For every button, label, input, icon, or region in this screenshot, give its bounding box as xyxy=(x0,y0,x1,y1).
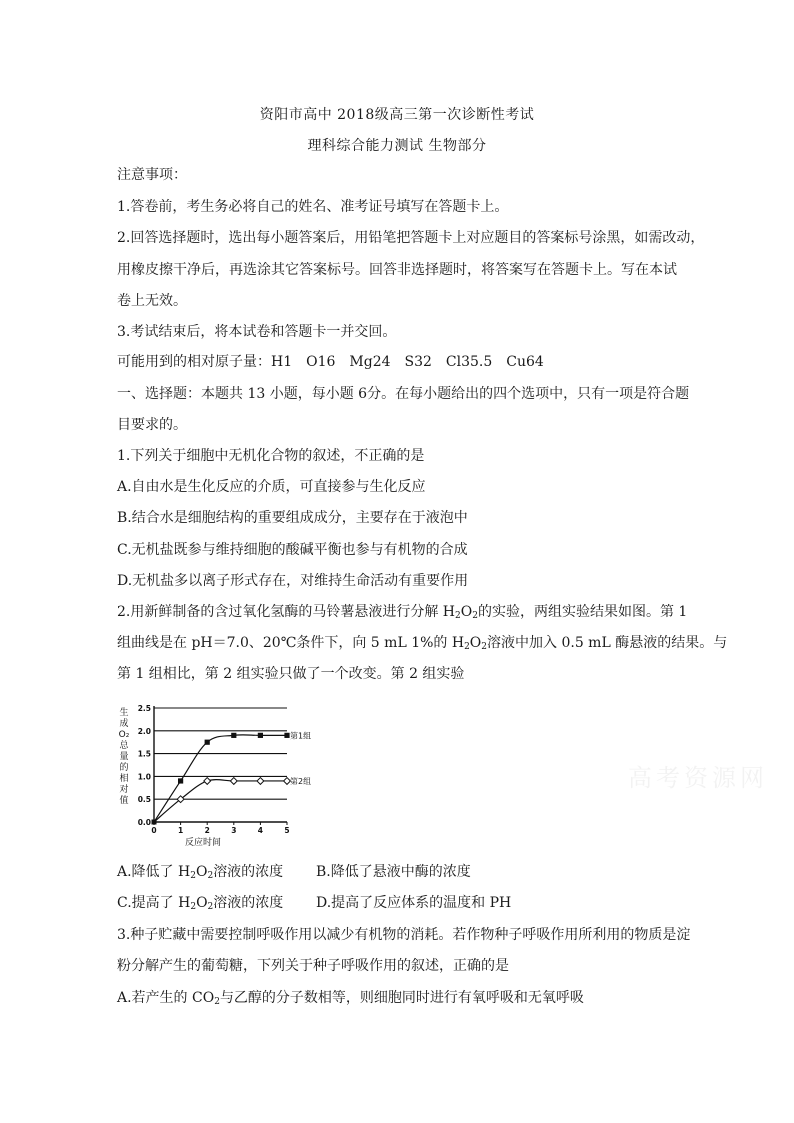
section-heading-line-2: 目要求的。 xyxy=(117,417,187,433)
q2-stem-line-3: 第 1 组相比，第 2 组实验只做了一个改变。第 2 组实验 xyxy=(117,666,465,682)
x-tick-label: 3 xyxy=(231,826,237,835)
note-1: 1.答卷前，考生务必将自己的姓名、准考证号填写在答题卡上。 xyxy=(117,199,509,215)
y-tick-label: 2.5 xyxy=(137,704,151,713)
x-tick-label: 1 xyxy=(177,826,184,835)
y-tick-label: 0.5 xyxy=(137,795,151,805)
series-label: 第2组 xyxy=(290,776,312,786)
q1-option-c: C.无机盐既参与维持细胞的酸碱平衡也参与有机物的合成 xyxy=(117,542,468,558)
y-tick-label: 0.0 xyxy=(137,818,151,827)
q1-option-d: D.无机盐多以离子形式存在，对维持生命活动有重要作用 xyxy=(117,573,469,589)
note-2-line-1: 2.回答选择题时，选出每小题答案后，用铅笔把答题卡上对应题目的答案标号涂黑，如需改动， xyxy=(117,230,705,246)
y-tick-label: 1.5 xyxy=(137,749,151,759)
q2-stem-line-1: 2.用新鲜制备的含过氧化氢酶的马铃薯悬液进行分解 $H_2O_2$的实验，两组实验结果如图。第 1 xyxy=(117,604,688,621)
data-point-square xyxy=(231,733,236,738)
atomic-masses: 可能用到的相对原子量：H1 O16 Mg24 S32 Cl35.5 Cu64 xyxy=(117,354,544,370)
exam-subtitle: 理科综合能力测试 生物部分 xyxy=(307,138,487,154)
q2-option-d: D.提高了反应体系的温度和 PH xyxy=(316,895,512,911)
x-tick-label: 5 xyxy=(284,826,290,835)
note-2-line-3: 卷上无效。 xyxy=(117,293,187,309)
notes-heading: 注意事项： xyxy=(117,167,187,183)
q3-stem-line-1: 3.种子贮藏中需要控制呼吸作用以减少有机物的消耗。若作物种子呼吸作用所利用的物质是淀 xyxy=(117,927,691,943)
q2-option-b: B.降低了悬液中酶的浓度 xyxy=(316,864,471,880)
data-point-square xyxy=(178,778,183,783)
y-tick-label: 1.0 xyxy=(137,772,151,782)
note-2-line-2: 用橡皮擦干净后，再选涂其它答案标号。回答非选择题时，将答案写在答题卡上。写在本试 xyxy=(117,262,677,278)
oxygen-production-chart xyxy=(112,700,312,855)
data-point-square xyxy=(258,733,263,738)
q2-stem-line-2: 组曲线是在 pH＝7.0、20℃条件下，向 5 mL 1%的 $H_2O_2$溶液中加入 0.5 mL 酶悬液的结果。与 xyxy=(117,635,728,652)
series-line xyxy=(154,735,287,822)
chart-tick-labels xyxy=(138,704,290,835)
data-point-square xyxy=(284,733,289,738)
y-axis-label-char: 成 xyxy=(119,719,129,729)
x-tick-label: 2 xyxy=(204,826,210,835)
q1-option-a: A.自由水是生化反应的介质，可直接参与生化反应 xyxy=(117,479,426,495)
exam-title: 资阳市高中 2018级高三第一次诊断性考试 xyxy=(259,107,535,123)
y-axis-label-char: 值 xyxy=(119,796,129,806)
data-point-diamond xyxy=(257,778,264,785)
y-axis-label-char: O₂ xyxy=(118,730,130,740)
section-heading-line-1: 一、选择题：本题共 13 小题，每小题 6分。在每小题给出的四个选项中，只有一项是符合题 xyxy=(117,386,690,402)
y-axis-label-char: 对 xyxy=(119,785,129,795)
data-point-diamond xyxy=(230,778,237,785)
data-point-diamond xyxy=(204,778,211,785)
y-tick-label: 2.0 xyxy=(137,726,151,736)
q2-option-c: C.提高了 $H_2O_2$溶液的浓度 xyxy=(117,895,284,912)
chart-x-axis-label: 反应时间 xyxy=(184,838,222,848)
chart-axes xyxy=(154,706,287,825)
x-tick-label: 4 xyxy=(257,826,264,835)
series-label: 第1组 xyxy=(290,731,312,741)
data-point-square xyxy=(205,740,210,745)
q3-option-a: A.若产生的 $CO_2$与乙醇的分子数相等，则细胞同时进行有氧呼吸和无氧呼吸 xyxy=(117,990,584,1007)
origin-marker xyxy=(152,820,157,825)
y-axis-label-char: 相 xyxy=(119,774,129,784)
x-tick-label: 0 xyxy=(151,826,157,835)
q1-stem: 1.下列关于细胞中无机化合物的叙述，不正确的是 xyxy=(117,448,425,464)
chart-series xyxy=(152,730,312,824)
watermark: 高考资源网 xyxy=(628,764,768,792)
y-axis-label-char: 的 xyxy=(119,763,129,773)
q1-option-b: B.结合水是细胞结构的重要组成成分，主要存在于液泡中 xyxy=(117,510,468,526)
chart-y-axis-label xyxy=(119,706,130,806)
chart-gridlines xyxy=(154,708,287,799)
y-axis-label-char: 生 xyxy=(119,708,129,718)
note-3: 3.考试结束后，将本试卷和答题卡一并交回。 xyxy=(117,324,397,340)
y-axis-label-char: 量 xyxy=(119,752,129,762)
y-axis-label-char: 总 xyxy=(119,741,129,751)
q3-stem-line-2: 粉分解产生的葡萄糖，下列关于种子呼吸作用的叙述，正确的是 xyxy=(117,958,509,974)
series-line xyxy=(154,780,287,822)
q2-option-a: A.降低了 $H_2O_2$溶液的浓度 xyxy=(117,864,284,881)
